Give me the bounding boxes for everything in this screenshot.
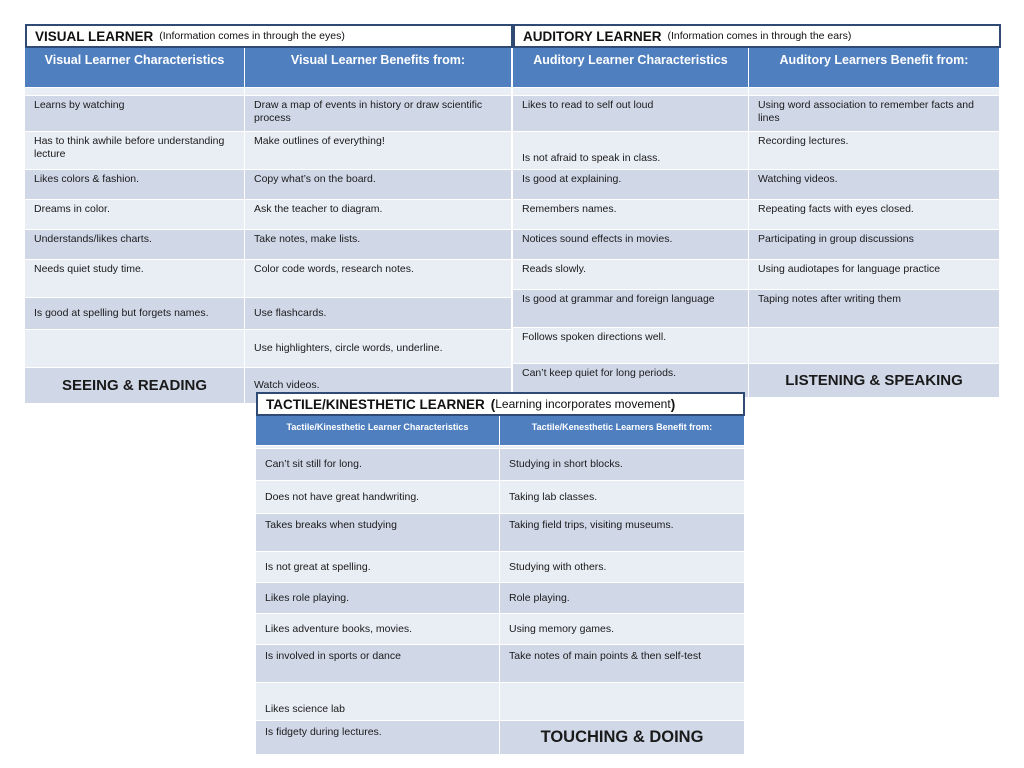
visual-characteristic: Learns by watching xyxy=(25,96,245,132)
tactile-characteristic: Likes science lab xyxy=(256,683,500,721)
tactile-characteristics-header: Tactile/Kinesthetic Learner Characteristics xyxy=(256,416,500,446)
visual-benefit: Use highlighters, circle words, underline. xyxy=(245,330,512,368)
auditory-characteristic: Notices sound effects in movies. xyxy=(513,230,749,260)
table-row xyxy=(513,328,1000,364)
table-row xyxy=(513,96,1000,132)
tactile-learner-subtitle: Learning incorporates movement xyxy=(495,397,671,411)
auditory-header-row xyxy=(513,48,1000,88)
tactile-characteristic: Takes breaks when studying xyxy=(256,514,500,552)
table-row xyxy=(256,721,745,755)
visual-benefits-header: Visual Learner Benefits from: xyxy=(245,48,512,88)
auditory-characteristic: Remembers names. xyxy=(513,200,749,230)
listening-speaking-label: LISTENING & SPEAKING xyxy=(749,364,1000,398)
tactile-subtitle-open-paren: ( xyxy=(490,396,496,412)
tactile-benefit: Role playing. xyxy=(500,583,745,614)
table-row xyxy=(256,683,745,721)
table-row xyxy=(513,132,1000,170)
visual-characteristics-header: Visual Learner Characteristics xyxy=(25,48,245,88)
tactile-learner-title-box xyxy=(256,392,745,416)
tactile-learner-title: TACTILE/KINESTHETIC LEARNER xyxy=(266,396,485,412)
visual-benefit: Color code words, research notes. xyxy=(245,260,512,298)
auditory-characteristics-header: Auditory Learner Characteristics xyxy=(513,48,749,88)
table-row xyxy=(25,260,512,298)
tactile-characteristic: Can’t sit still for long. xyxy=(256,449,500,481)
auditory-characteristic: Is good at grammar and foreign language xyxy=(513,290,749,328)
visual-spacer-row xyxy=(25,88,512,96)
tactile-benefit: Studying with others. xyxy=(500,552,745,583)
visual-benefit: Make outlines of everything! xyxy=(245,132,512,170)
visual-learner-subtitle: (Information comes in through the eyes) xyxy=(159,30,345,42)
tactile-benefits-header: Tactile/Kenesthetic Learners Benefit from: xyxy=(500,416,745,446)
tactile-learner-table xyxy=(256,416,745,755)
seeing-reading-label: SEEING & READING xyxy=(25,368,245,404)
auditory-learner-title: AUDITORY LEARNER xyxy=(523,28,662,44)
auditory-learner-subtitle: (Information comes in through the ears) xyxy=(667,30,852,42)
auditory-benefit xyxy=(749,328,1000,364)
tactile-characteristic: Likes role playing. xyxy=(256,583,500,614)
visual-learner-title: VISUAL LEARNER xyxy=(35,28,154,44)
auditory-benefits-header: Auditory Learners Benefit from: xyxy=(749,48,1000,88)
tactile-benefit: Taking lab classes. xyxy=(500,481,745,514)
auditory-characteristic: Likes to read to self out loud xyxy=(513,96,749,132)
tactile-benefit: Take notes of main points & then self-test xyxy=(500,645,745,683)
visual-learner-table xyxy=(25,48,512,404)
auditory-benefit: Repeating facts with eyes closed. xyxy=(749,200,1000,230)
auditory-benefit: Using word association to remember facts and lines xyxy=(749,96,1000,132)
tactile-characteristic: Is not great at spelling. xyxy=(256,552,500,583)
table-row xyxy=(25,96,512,132)
table-row xyxy=(256,449,745,481)
table-row xyxy=(25,298,512,330)
tactile-subtitle-close-paren: ) xyxy=(670,396,676,412)
tactile-characteristic: Is fidgety during lectures. xyxy=(256,721,500,755)
auditory-learner-table xyxy=(513,48,1000,398)
auditory-characteristic: Can’t keep quiet for long periods. xyxy=(513,364,749,398)
visual-characteristic: Dreams in color. xyxy=(25,200,245,230)
table-row xyxy=(513,260,1000,290)
auditory-characteristic: Is not afraid to speak in class. xyxy=(513,132,749,170)
visual-characteristic: Is good at spelling but forgets names. xyxy=(25,298,245,330)
tactile-characteristic: Does not have great handwriting. xyxy=(256,481,500,514)
table-row xyxy=(256,514,745,552)
visual-header-row xyxy=(25,48,512,88)
auditory-benefit: Taping notes after writing them xyxy=(749,290,1000,328)
auditory-spacer-row xyxy=(513,88,1000,96)
visual-benefit: Use flashcards. xyxy=(245,298,512,330)
table-row xyxy=(256,645,745,683)
table-row xyxy=(25,330,512,368)
table-row xyxy=(25,132,512,170)
auditory-benefit: Recording lectures. xyxy=(749,132,1000,170)
auditory-benefit: Participating in group discussions xyxy=(749,230,1000,260)
visual-benefit: Draw a map of events in history or draw scientific process xyxy=(245,96,512,132)
auditory-characteristic: Reads slowly. xyxy=(513,260,749,290)
visual-characteristic: Has to think awhile before understanding lecture xyxy=(25,132,245,170)
table-row xyxy=(513,170,1000,200)
table-row xyxy=(25,170,512,200)
table-row xyxy=(513,200,1000,230)
visual-characteristic: Needs quiet study time. xyxy=(25,260,245,298)
auditory-benefit: Watching videos. xyxy=(749,170,1000,200)
tactile-benefit xyxy=(500,683,745,721)
visual-characteristic xyxy=(25,330,245,368)
table-row xyxy=(25,230,512,260)
tactile-benefit: Taking field trips, visiting museums. xyxy=(500,514,745,552)
auditory-learner-title-box xyxy=(513,24,1001,48)
table-row xyxy=(256,583,745,614)
visual-characteristic: Likes colors & fashion. xyxy=(25,170,245,200)
table-row xyxy=(256,552,745,583)
visual-benefit: Take notes, make lists. xyxy=(245,230,512,260)
tactile-header-row xyxy=(256,416,745,446)
auditory-characteristic: Is good at explaining. xyxy=(513,170,749,200)
visual-benefit: Ask the teacher to diagram. xyxy=(245,200,512,230)
tactile-benefit: Studying in short blocks. xyxy=(500,449,745,481)
visual-benefit: Watch videos. xyxy=(245,368,512,404)
visual-characteristic: Understands/likes charts. xyxy=(25,230,245,260)
auditory-characteristic: Follows spoken directions well. xyxy=(513,328,749,364)
table-row xyxy=(513,230,1000,260)
table-row xyxy=(25,200,512,230)
visual-learner-title-box xyxy=(25,24,513,48)
table-row xyxy=(256,481,745,514)
tactile-characteristic: Is involved in sports or dance xyxy=(256,645,500,683)
table-row xyxy=(256,614,745,645)
tactile-characteristic: Likes adventure books, movies. xyxy=(256,614,500,645)
auditory-benefit: Using audiotapes for language practice xyxy=(749,260,1000,290)
table-row xyxy=(513,290,1000,328)
visual-benefit: Copy what’s on the board. xyxy=(245,170,512,200)
tactile-benefit: Using memory games. xyxy=(500,614,745,645)
touching-doing-label: TOUCHING & DOING xyxy=(500,721,745,755)
